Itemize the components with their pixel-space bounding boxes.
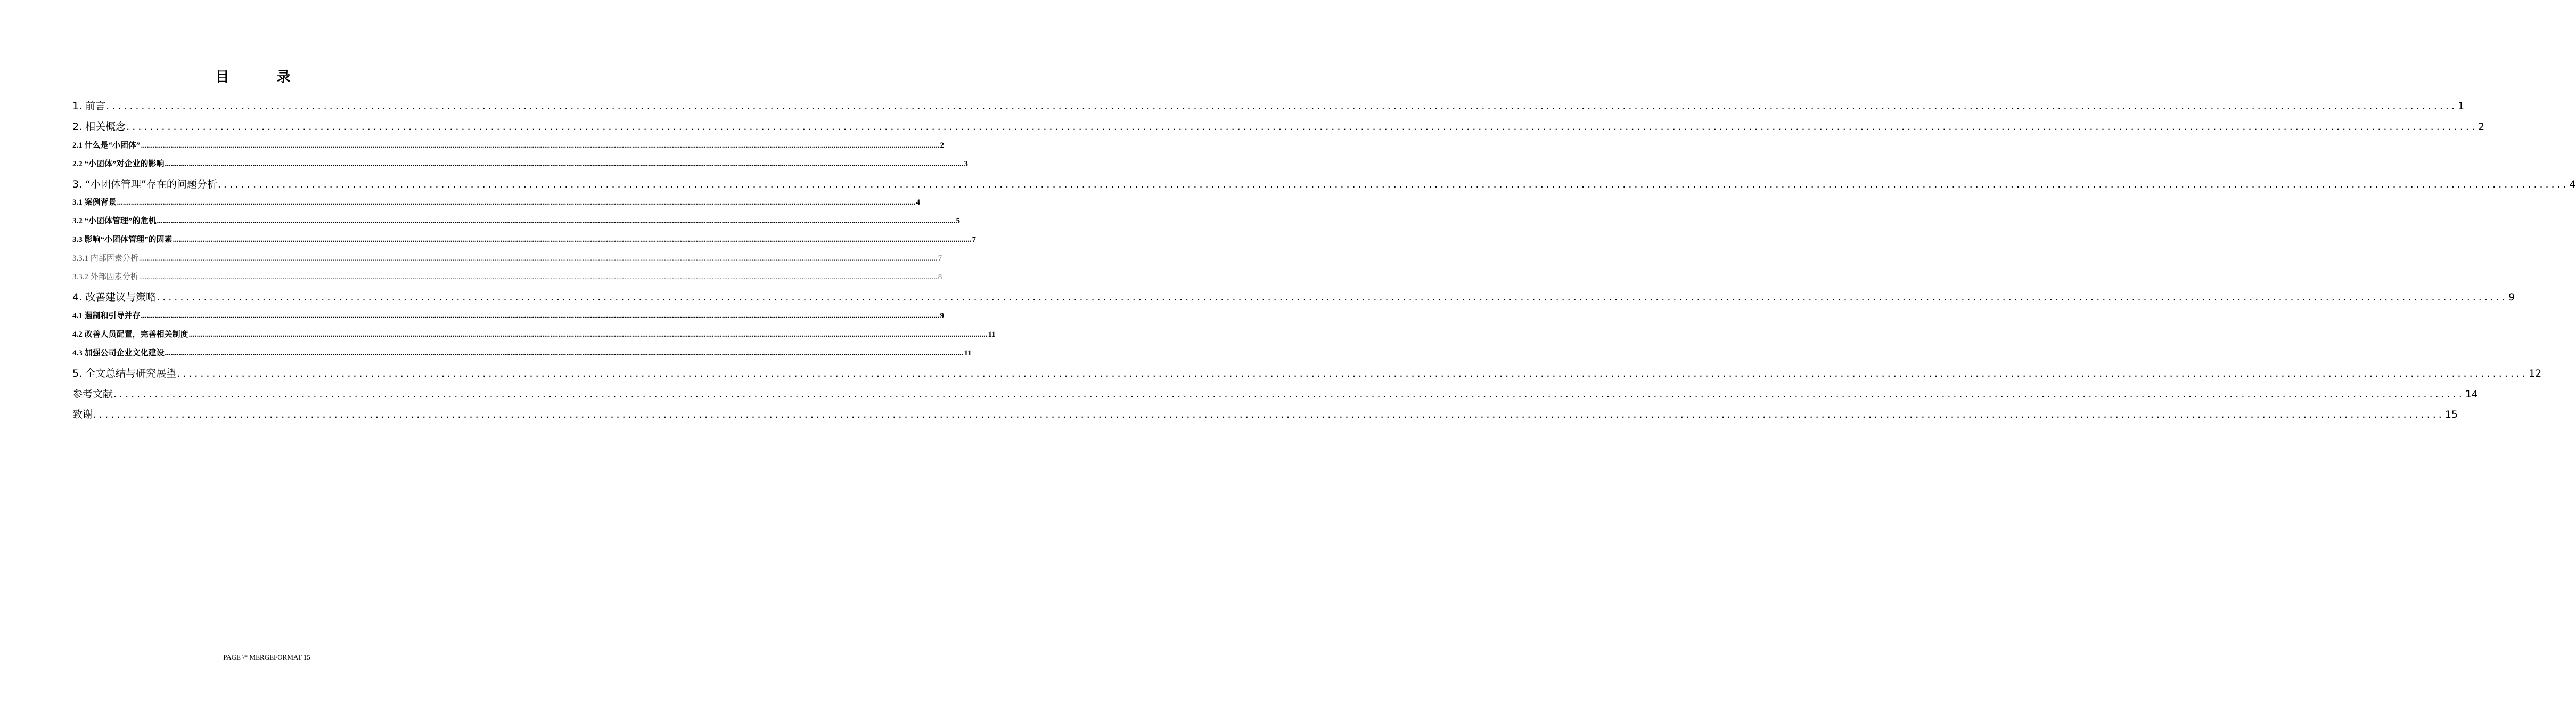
toc-dot-leader: ................................................................................................................................................................................................................................................................................................................................................................................................................ (141, 312, 940, 320)
toc-entry-page-number: 8 (938, 273, 942, 281)
toc-entry-label: 参考文献 (72, 388, 113, 400)
toc-dot-leader: ................................................................................................................................................................................................................................................................................................................................................................................................................ (217, 178, 2569, 190)
toc-entry[interactable] (72, 252, 942, 263)
toc-entry[interactable] (72, 328, 996, 339)
toc-entry-page-number: 11 (988, 330, 996, 339)
toc-entry[interactable] (72, 310, 945, 321)
toc-entry-page-number: 15 (2444, 409, 2458, 420)
toc-entry-page-number: 11 (964, 349, 972, 357)
toc-entry-page-number: 3 (964, 160, 969, 168)
toc-dot-leader: ................................................................................................................................................................................................................................................................................................................................................................................................................ (165, 160, 964, 168)
toc-entry-page-number: 5 (956, 217, 961, 225)
toc-dot-leader: ................................................................................................................................................................................................................................................................................................................................................................................................................ (106, 100, 2457, 112)
toc-entry-label: 4.3 加强公司企业文化建设 (72, 349, 165, 357)
toc-entry-label: 3.3 影响“小团体管理”的因素 (72, 235, 173, 244)
toc-entry-page-number: 12 (2529, 368, 2542, 379)
toc-entry-label: 1. 前言 (72, 100, 106, 112)
toc-entry[interactable] (72, 119, 2485, 133)
toc-dot-leader: ................................................................................................................................................................................................................................................................................................................................................................................................................ (93, 409, 2444, 420)
toc-entry-label: 4.2 改善人员配置，完善相关制度 (72, 330, 188, 339)
toc-entry-page-number: 9 (2508, 291, 2515, 303)
toc-entry-page-number: 14 (2465, 388, 2479, 400)
toc-entry-page-number: 1 (2458, 100, 2465, 112)
toc-entry-page-number: 7 (972, 235, 977, 244)
toc-entry-page-number: 4 (916, 198, 921, 207)
toc-entry[interactable] (72, 176, 2576, 191)
toc-entry-label: 3.1 案例背景 (72, 198, 117, 207)
toc-dot-leader: ................................................................................................................................................................................................................................................................................................................................................................................................................ (188, 330, 988, 339)
toc-entry-label: 3.3.1 内部因素分析 (72, 254, 138, 263)
toc-entry-label: 4.1 遏制和引导并存 (72, 312, 141, 320)
toc-entry[interactable] (72, 406, 2458, 421)
toc-entry-page-number: 9 (940, 312, 945, 320)
toc-dot-leader: ................................................................................................................................................................................................................................................................................................................................................................................................................ (113, 388, 2465, 400)
toc-entry[interactable] (72, 158, 969, 169)
toc-dot-leader: ................................................................................................................................................................................................................................................................................................................................................................................................................ (138, 273, 938, 281)
toc-entry-page-number: 2 (940, 141, 945, 150)
toc-dot-leader: ................................................................................................................................................................................................................................................................................................................................................................................................................ (165, 349, 964, 357)
toc-entry-label: 2.2 “小团体”对企业的影响 (72, 160, 165, 168)
toc-entry-page-number: 2 (2478, 121, 2485, 133)
toc-entry[interactable] (72, 196, 921, 207)
toc-dot-leader: ................................................................................................................................................................................................................................................................................................................................................................................................................ (173, 235, 972, 244)
toc-entry[interactable] (72, 386, 2479, 401)
toc-entry-label: 3.2 “小团体管理”的危机 (72, 217, 157, 225)
toc-entry-label: 3.3.2 外部因素分析 (72, 273, 138, 281)
toc-dot-leader: ................................................................................................................................................................................................................................................................................................................................................................................................................ (141, 141, 940, 150)
toc-entry-label: 4. 改善建议与策略 (72, 291, 157, 303)
toc-entry[interactable] (72, 289, 2515, 304)
toc-dot-leader: ................................................................................................................................................................................................................................................................................................................................................................................................................ (138, 254, 938, 263)
toc-dot-leader: ................................................................................................................................................................................................................................................................................................................................................................................................................ (177, 368, 2528, 379)
toc-dot-leader: ................................................................................................................................................................................................................................................................................................................................................................................................................ (157, 217, 956, 225)
toc-entry-label: 2.1 什么是“小团体” (72, 141, 141, 150)
toc-entry-page-number: 7 (938, 254, 942, 263)
toc-entry-label: 2. 相关概念 (72, 121, 126, 133)
toc-entry-label: 5. 全文总结与研究展望 (72, 368, 177, 379)
toc-entry[interactable] (72, 233, 977, 245)
toc-dot-leader: ................................................................................................................................................................................................................................................................................................................................................................................................................ (157, 291, 2508, 303)
toc-entry[interactable] (72, 139, 945, 150)
toc-dot-leader: ................................................................................................................................................................................................................................................................................................................................................................................................................ (126, 121, 2477, 133)
toc-entry[interactable] (72, 365, 2542, 380)
toc-entry-label: 致谢 (72, 409, 93, 420)
page-footer: PAGE \* MERGEFORMAT 15 (223, 653, 310, 661)
toc-title: 目 录 (215, 69, 312, 85)
toc-entry[interactable] (72, 98, 2465, 112)
toc-entry-label: 3. “小团体管理”存在的问题分析 (72, 178, 217, 190)
toc-entry[interactable] (72, 347, 972, 358)
toc-entry[interactable] (72, 271, 942, 282)
toc-entry[interactable] (72, 215, 961, 226)
toc-dot-leader: ................................................................................................................................................................................................................................................................................................................................................................................................................ (117, 198, 916, 207)
toc-entry-page-number: 4 (2569, 178, 2576, 190)
